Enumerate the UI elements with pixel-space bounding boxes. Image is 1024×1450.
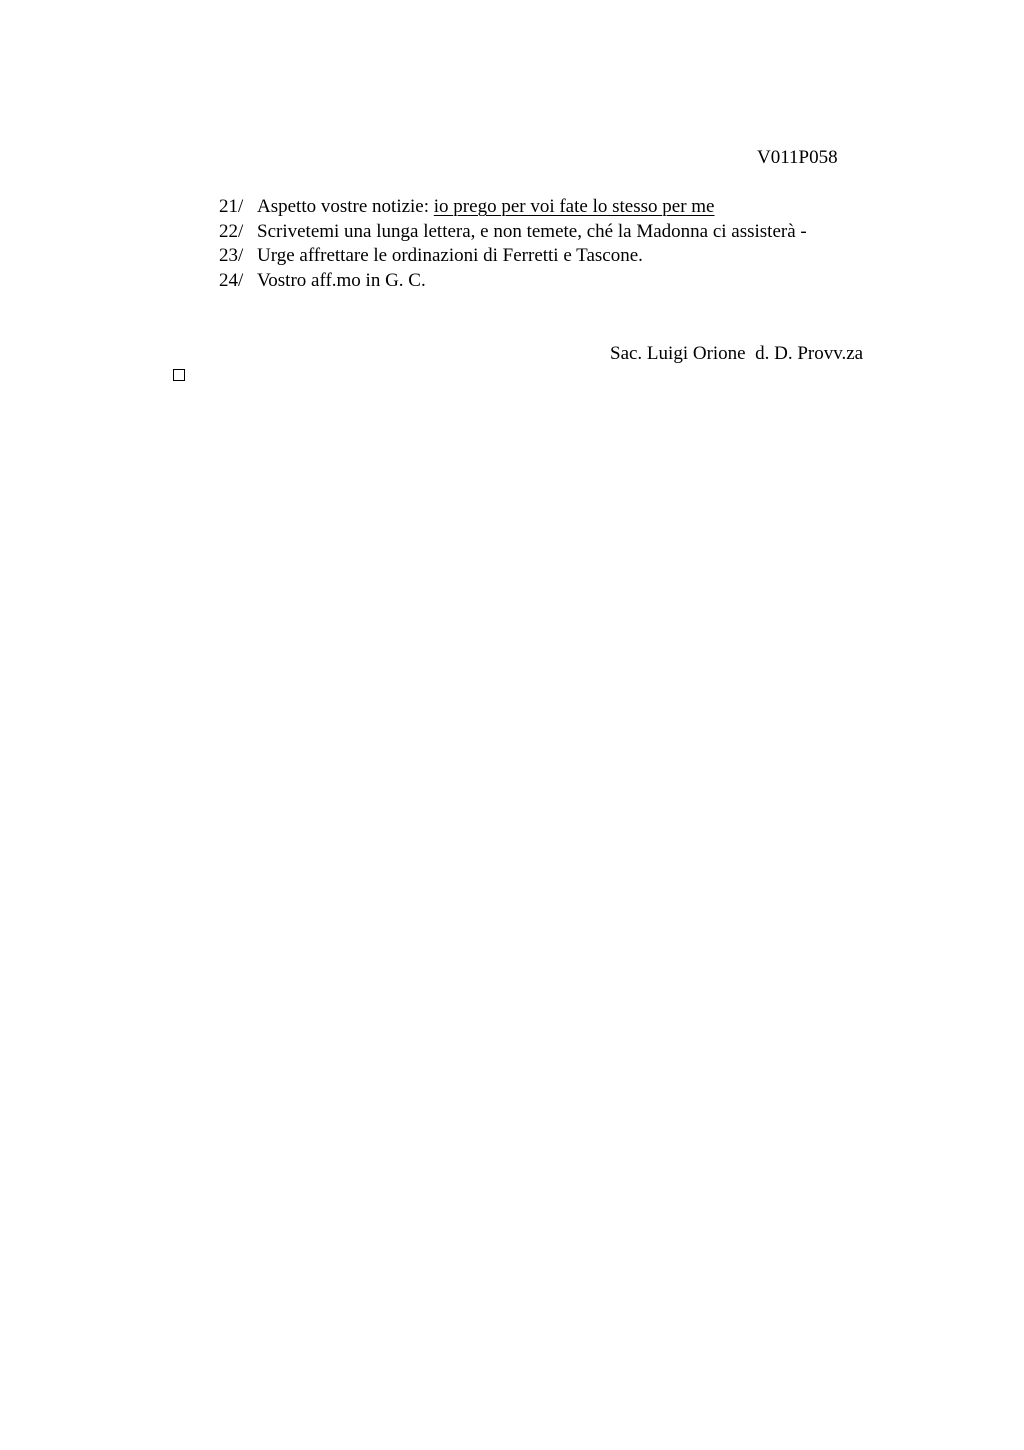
line-number: 22/ [219,220,244,242]
letter-line-21 [219,195,807,220]
empty-square-icon [173,369,185,381]
line-number: 23/ [219,245,244,266]
line-text: Scrivetemi una lunga lettera, e non temete, ché la Madonna ci assisterà - [257,220,807,242]
letter-line-23 [219,244,807,269]
letter-line-24 [219,269,807,294]
line-text: Urge affrettare le ordinazioni di Ferretti e Tascone. [257,245,643,266]
line-number: 24/ [219,269,244,291]
line-text: Aspetto vostre notizie: [257,196,434,217]
letter-lines [219,195,807,293]
signature: Sac. Luigi Orione d. D. Provv.za [610,343,864,364]
line-number: 21/ [219,196,244,217]
line-text: Vostro aff.mo in G. C. [257,269,426,291]
underlined-text: io prego per voi fate lo stesso per me [433,196,715,217]
letter-line-22 [219,220,807,245]
page-code: V011P058 [757,147,838,168]
